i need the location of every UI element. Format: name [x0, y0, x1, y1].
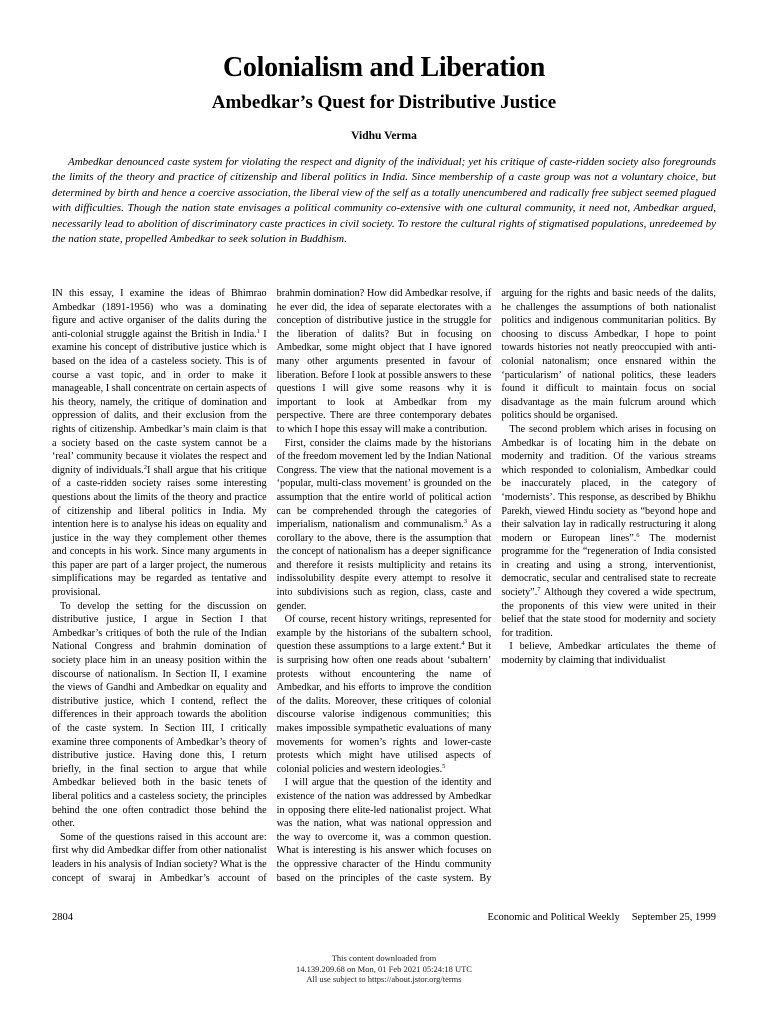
body-paragraph: [501, 423, 716, 641]
footnote-marker: 6: [636, 531, 640, 539]
body-text: As a corollary to the above, there is the assumption that the concept of nationalism has a deeper significance and therefore it resists multiplicity and retains its indissolubility despite every attempt to resolve it into subdivisions such as region, class, caste and gender.: [276, 519, 492, 612]
body-paragraph: I will argue that the question of the identity and existence of the nation was addressed by Ambedkar in opposing there elite-led nationalist project. What was the nation, what was national oppression and the way to overcome it, was a common question. What is interesting is his answer which focuses on the oppressive character of the Hindu community based on the principles of the caste system. By arguing for the rights and basic needs of the dalits, he challenges the assumptions of both nationalist politics and indigenous communitarian politics. By choosing to discuss Ambedkar, I hope to point towards histories not neatly preoccupied with anti-colonial natonalism; once ensnared within the ‘particularism’ of national politics, these leaders found it difficult to maintain focus on social disadvantage as the main fulcrum around which politics should be organised.: [276, 288, 716, 884]
body-paragraph: Some of the questions raised in this account are: first why did Ambedkar differ from other nationalist leaders in his analysis of Indian society? What is the concept of swaraj in Ambedkar’s account of brahmin domination? How did Ambedkar resolve, if he ever did, the idea of separate electorates with a conception of distributive justice in the struggle for the liberation of dalits? But in focusing on Ambedkar, some might object that I have ignored many other arguments presented in favour of liberation. Before I look at possible answers to these questions I will give some reasons why it is important to look at Ambedkar from my perspective. There are three contemporary debates to which I hope this essay will make a contribution.: [52, 288, 492, 884]
journal-info: [487, 912, 716, 923]
body-text: I examine his concept of distributive justice which is based on the idea of a casteless society. This is of course a vast topic, and in order to make it manageable, I shall concentrate on certain aspects of his theory, namely, the critique of domination and oppression of dalits, and their exclusion from the rights of citizenship. Ambedkar’s main claim is that a society based on the caste system cannot be a ‘real’ community because it violates the respect and dignity of individuals.: [52, 328, 267, 476]
journal-name: Economic and Political Weekly: [487, 912, 620, 923]
abstract: Ambedkar denounced caste system for violating the respect and dignity of the individual; yet his critique of caste-ridden society also foregrounds the limits of the theory and practice of citizenship and liberal politics in India. Since membership of a caste group was not a voluntary choice, but determined by birth and hence a coercive association, the liberal view of the self as a totally unencumbered and radically free subject seemed plagued with difficulties. Though the nation state envisages a political community co-extensive with one cultural community, it need not, Ambedkar argued, necessarily lead to abolition of discriminatory caste practices in civil society. To restore the cultural rights of stigmatised populations, unredeemed by the nation state, propelled Ambedkar to seek solution in Buddhism.: [52, 156, 716, 246]
page-number: 2804: [52, 912, 73, 923]
issue-date: September 25, 1999: [631, 912, 716, 923]
footnote-marker: 2: [143, 463, 147, 471]
body-text: First, consider the claims made by the historians of the freedom movement led by the Indian National Congress. The view that the national movement is a ‘popular, multi-class movement’ is grounded on the assumption that the entire world of political action can be comprehended through the categories of imperialism, nationalism and communalism.: [276, 437, 492, 531]
jstor-terms-line: All use subject to https://about.jstor.org/terms: [306, 974, 462, 984]
body-text: But it is surprising how often one reads about ‘subaltern’ protests without encountering the name of Ambedkar, and his efforts to improve the condition of the dalits. Moreover, these critiques of colonial discourse valorise indigenous communities; this makes impossible sympathetic evaluations of many movements for women’s rights and lower-caste protests which might have utilised aspects of colonial policies and western ideologies.: [276, 641, 492, 775]
body-text: IN this essay, I examine the ideas of Bhimrao Ambedkar (1891-1956) who was a dominating figure and active organiser of the dalits during the anti-colonial struggle against the British in India.: [52, 288, 267, 340]
body-paragraph: To develop the setting for the discussion on distributive justice, I argue in Section I that Ambedkar’s critiques of both the rule of the Indian National Congress and brahmin domination of society place him in an uneasy position within the discourse of nationalism. In Section II, I examine the views of Gandhi and Ambedkar on equality and distributive justice, which I contend, reflect the differences in their approach towards the abolition of the caste system. In Section III, I critically examine three components of Ambedkar’s theory of distributive justice. Having done this, I return briefly, in the final section to argue that while Ambedkar believed both in the basic tenets of liberal politics and a casteless society, the principles behind the one often contradict those behind the other.: [52, 600, 267, 830]
body-text: The second problem which arises in focusing on Ambedkar is of locating him in the debate on modernity and tradition. Of the various streams which responded to colonialism, Ambedkar could be inaccurately placed, in the category of ‘modernists’. This response, as described by Bhikhu Parekh, viewed Hindu society as “beyond hope and their salvation lay in radically restructuring it along modern or European lines”.: [501, 423, 716, 544]
footnote-marker: 3: [463, 518, 468, 526]
body-text: I shall argue that his critique of a caste-ridden society raises some interesting questions about the limits of the theory and practice of citizenship and liberal politics in India. My intention here is to analyse his ideas on equality and justice in the way they complement other themes and concepts in his work. Since many arguments in this paper are part of a larger project, the numerous simplifications may be regarded as tentative and provisional.: [52, 464, 267, 599]
body-text: The modernist programme for the “regeneration of India consisted in creating and using a strong, interventionist, democratic, secular and centralised state to recreate society”.: [501, 532, 716, 599]
article-body: [52, 287, 716, 887]
jstor-line: This content downloaded from: [331, 953, 437, 963]
article-subtitle: Ambedkar’s Quest for Distributive Justice: [211, 92, 557, 113]
body-paragraph: [52, 287, 267, 600]
page-footer: [52, 912, 716, 926]
footnote-marker: 1: [256, 327, 260, 335]
jstor-line: 14.139.209.68 on Mon, 01 Feb 2021 05:24:18 UTC: [296, 963, 472, 974]
body-paragraph: [277, 613, 492, 776]
body-paragraph: I believe, Ambedkar articulates the theme of modernity by claiming that individualist: [501, 641, 716, 667]
footnote-marker: 7: [537, 586, 541, 594]
body-text: Although they covered a wide spectrum, the proponents of this view were united in their belief that the state stood for modernity and society for tradition.: [501, 587, 716, 639]
footnote-marker: 5: [442, 762, 446, 770]
body-text: Of course, recent history writings, represented for example by the historians of the subaltern school, question these assumptions to a large extent.: [276, 614, 492, 653]
body-paragraph: [277, 437, 492, 614]
jstor-notice: [0, 953, 768, 985]
article-title: Colonialism and Liberation: [222, 52, 546, 83]
footnote-marker: 4: [461, 640, 465, 648]
author-name: Vidhu Verma: [351, 130, 417, 142]
